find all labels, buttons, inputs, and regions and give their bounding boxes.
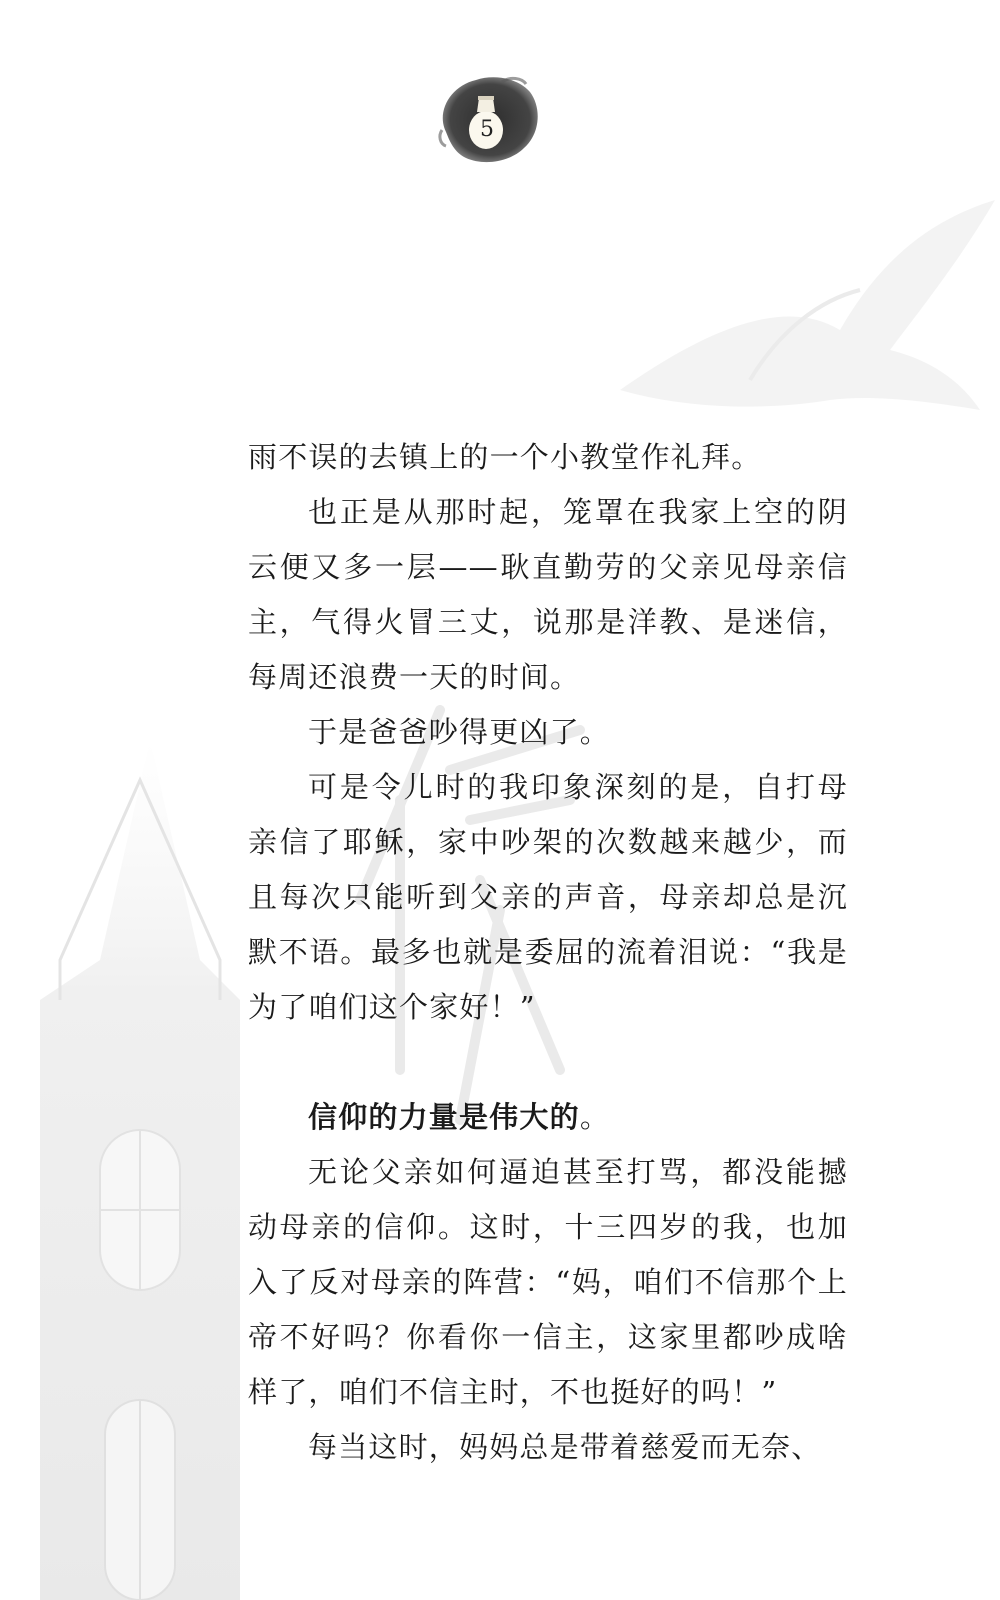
paragraph: 每当这时，妈妈总是带着慈爱而无奈、 [308, 1430, 822, 1464]
paragraph: 可是令儿时的我印象深刻的是，自打母亲信了耶稣，家中吵架的次数越来越少，而且每次只能听到父亲的声音，母亲却总是沉默不语。最多也就是委屈的流着泪说：“我是为了咱们这个家好！” [248, 770, 848, 1024]
page-number: 5 [480, 116, 494, 142]
paragraph: 于是爸爸吵得更凶了。 [308, 715, 611, 749]
paragraph: 无论父亲如何逼迫甚至打骂，都没能撼动母亲的信仰。这时，十三四岁的我，也加入了反对母亲的阵营：“妈，咱们不信那个上帝不好吗？你看你一信主，这家里都吵成啥样了，咱们不信主时，不也挺好的吗！” [248, 1155, 848, 1409]
section-heading-punctuation: 。 [579, 1100, 611, 1134]
page-body [248, 430, 848, 1475]
dove-background-illustration [600, 180, 1000, 440]
section-heading-bold: 信仰的力量是伟大的 [308, 1100, 580, 1134]
paragraph-continuation: 雨不误的去镇上的一个小教堂作礼拜。 [248, 440, 762, 474]
page-number-badge [432, 72, 544, 168]
paragraph: 也正是从那时起，笼罩在我家上空的阴云便又多一层——耿直勤劳的父亲见母亲信主，气得火冒三丈，说那是洋教、是迷信，每周还浪费一天的时间。 [248, 495, 848, 694]
section-heading [248, 1090, 848, 1145]
